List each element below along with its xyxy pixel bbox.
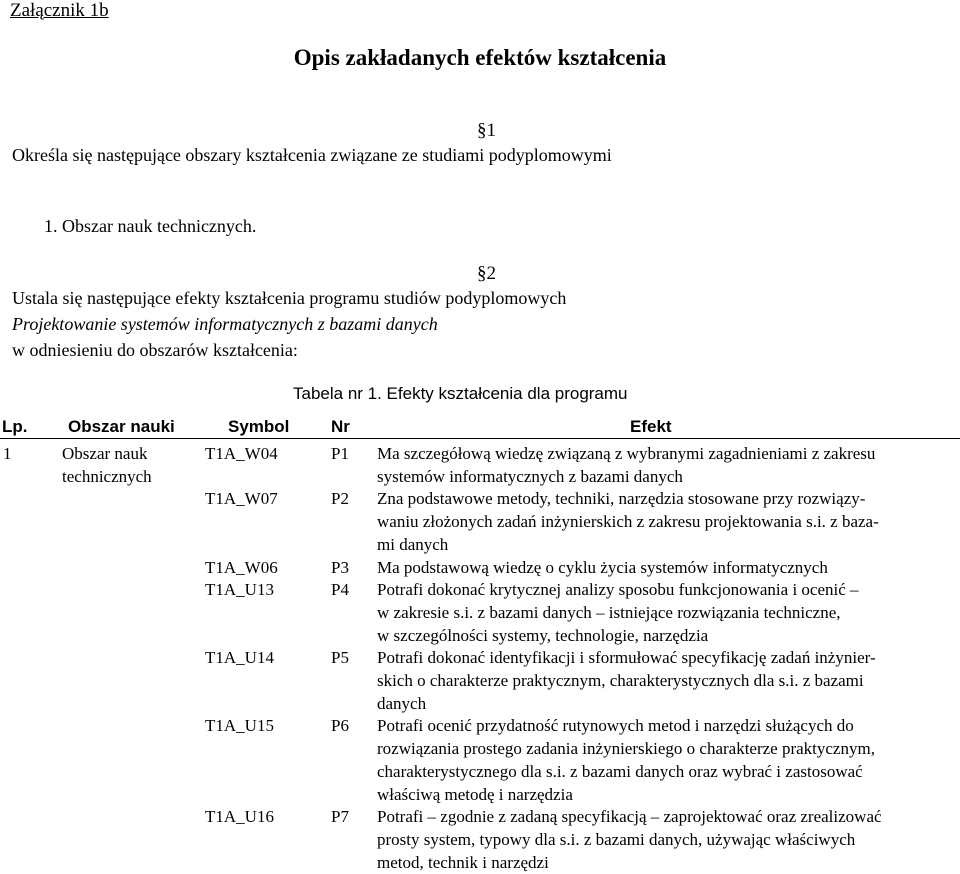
row-symbol: T1A_W07 (205, 489, 278, 509)
row-symbol: T1A_U15 (205, 716, 274, 736)
header-symbol: Symbol (228, 417, 290, 436)
row-symbol: T1A_U16 (205, 807, 274, 827)
header-lp: Lp. (2, 417, 28, 436)
row-nr: P3 (331, 557, 349, 577)
row-effect-line: Potrafi – zgodnie z zadaną specyfikacją – zaprojektować oraz zrealizować (377, 807, 882, 827)
section-1-text: Określa się następujące obszary kształcenia związane ze studiami podyplomowymi (12, 145, 612, 165)
section-2-line-3: w odniesieniu do obszarów kształcenia: (12, 340, 298, 360)
row-effect-line: Potrafi dokonać identyfikacji i sformułować specyfikację zadań inżynier- (377, 648, 876, 668)
row-effect-line: prosty system, typowy dla s.i. z bazami danych, używając właściwych (377, 829, 856, 849)
row-effect-line: Ma szczegółową wiedzę związaną z wybranymi zagadnieniami z zakresu (377, 444, 876, 463)
row-nr: P5 (331, 648, 349, 668)
row-effect-line: Potrafi dokonać krytycznej analizy sposobu funkcjonowania i ocenić – (377, 580, 859, 600)
row-effect-line: charakterystycznego dla s.i. z bazami danych oraz wybrać i zastosować (377, 761, 863, 781)
row-symbol: T1A_W06 (205, 557, 278, 577)
row-effect-line: rozwiązania prostego zadania inżynierskiego o charakterze praktycznym, (377, 739, 875, 759)
row-effect-line: mi danych (377, 534, 449, 554)
program-name: Projektowanie systemów informatycznych z bazami danych (12, 314, 438, 334)
page-title: Opis zakładanych efektów kształcenia (293, 45, 667, 70)
row-effect-line: Potrafi ocenić przydatność rutynowych metod i narzędzi służących do (377, 716, 854, 736)
row-effect-line: w zakresie s.i. z bazami danych – istniejące rozwiązania techniczne, (377, 602, 841, 622)
table-caption: Tabela nr 1. Efekty kształcenia dla programu (293, 384, 628, 403)
row-nr: P7 (331, 807, 349, 827)
section-2-number: §2 (477, 263, 496, 284)
section-1-list-item: 1. Obszar nauk technicznych. (44, 216, 257, 236)
table-header-row (0, 415, 960, 439)
area-line-1: Obszar nauk (62, 444, 148, 463)
header-effect: Efekt (630, 417, 672, 436)
row-effect-line: danych (377, 693, 427, 713)
row-nr: P6 (331, 716, 349, 736)
row-effect-line: metod, technik i narzędzi (377, 852, 549, 872)
attachment-label: Załącznik 1b (10, 0, 109, 21)
row-effect-line: Ma podstawową wiedzę o cyklu życia systemów informatycznych (377, 557, 828, 577)
row-effect-line: systemów informatycznych z bazami danych (377, 466, 683, 486)
header-area: Obszar nauki (68, 417, 175, 436)
row-lp: 1 (3, 444, 12, 463)
row-symbol: T1A_U14 (205, 648, 274, 668)
header-rule (0, 438, 960, 439)
header-nr: Nr (331, 417, 350, 436)
row-effect-line: Zna podstawowe metody, techniki, narzędzia stosowane przy rozwiązy- (377, 489, 866, 509)
row-effect-line: właściwą metodę i narzędzia (377, 784, 573, 804)
area-line-2: technicznych (62, 467, 152, 486)
row-symbol: T1A_U13 (205, 580, 274, 600)
section-1-number: §1 (477, 120, 496, 141)
section-2-line-1: Ustala się następujące efekty kształcenia programu studiów podyplomowych (12, 288, 567, 308)
row-nr: P2 (331, 489, 349, 509)
row-symbol: T1A_W04 (205, 444, 278, 463)
row-effect-line: skich o charakterze praktycznym, charakterystycznych dla s.i. z bazami (377, 671, 864, 690)
row-nr: P1 (331, 444, 349, 463)
row-effect-line: waniu złożonych zadań inżynierskich z zakresu projektowania s.i. z baza- (377, 512, 879, 532)
row-effect-line: w szczególności systemy, technologie, narzędzia (377, 625, 709, 645)
row-nr: P4 (331, 580, 349, 600)
